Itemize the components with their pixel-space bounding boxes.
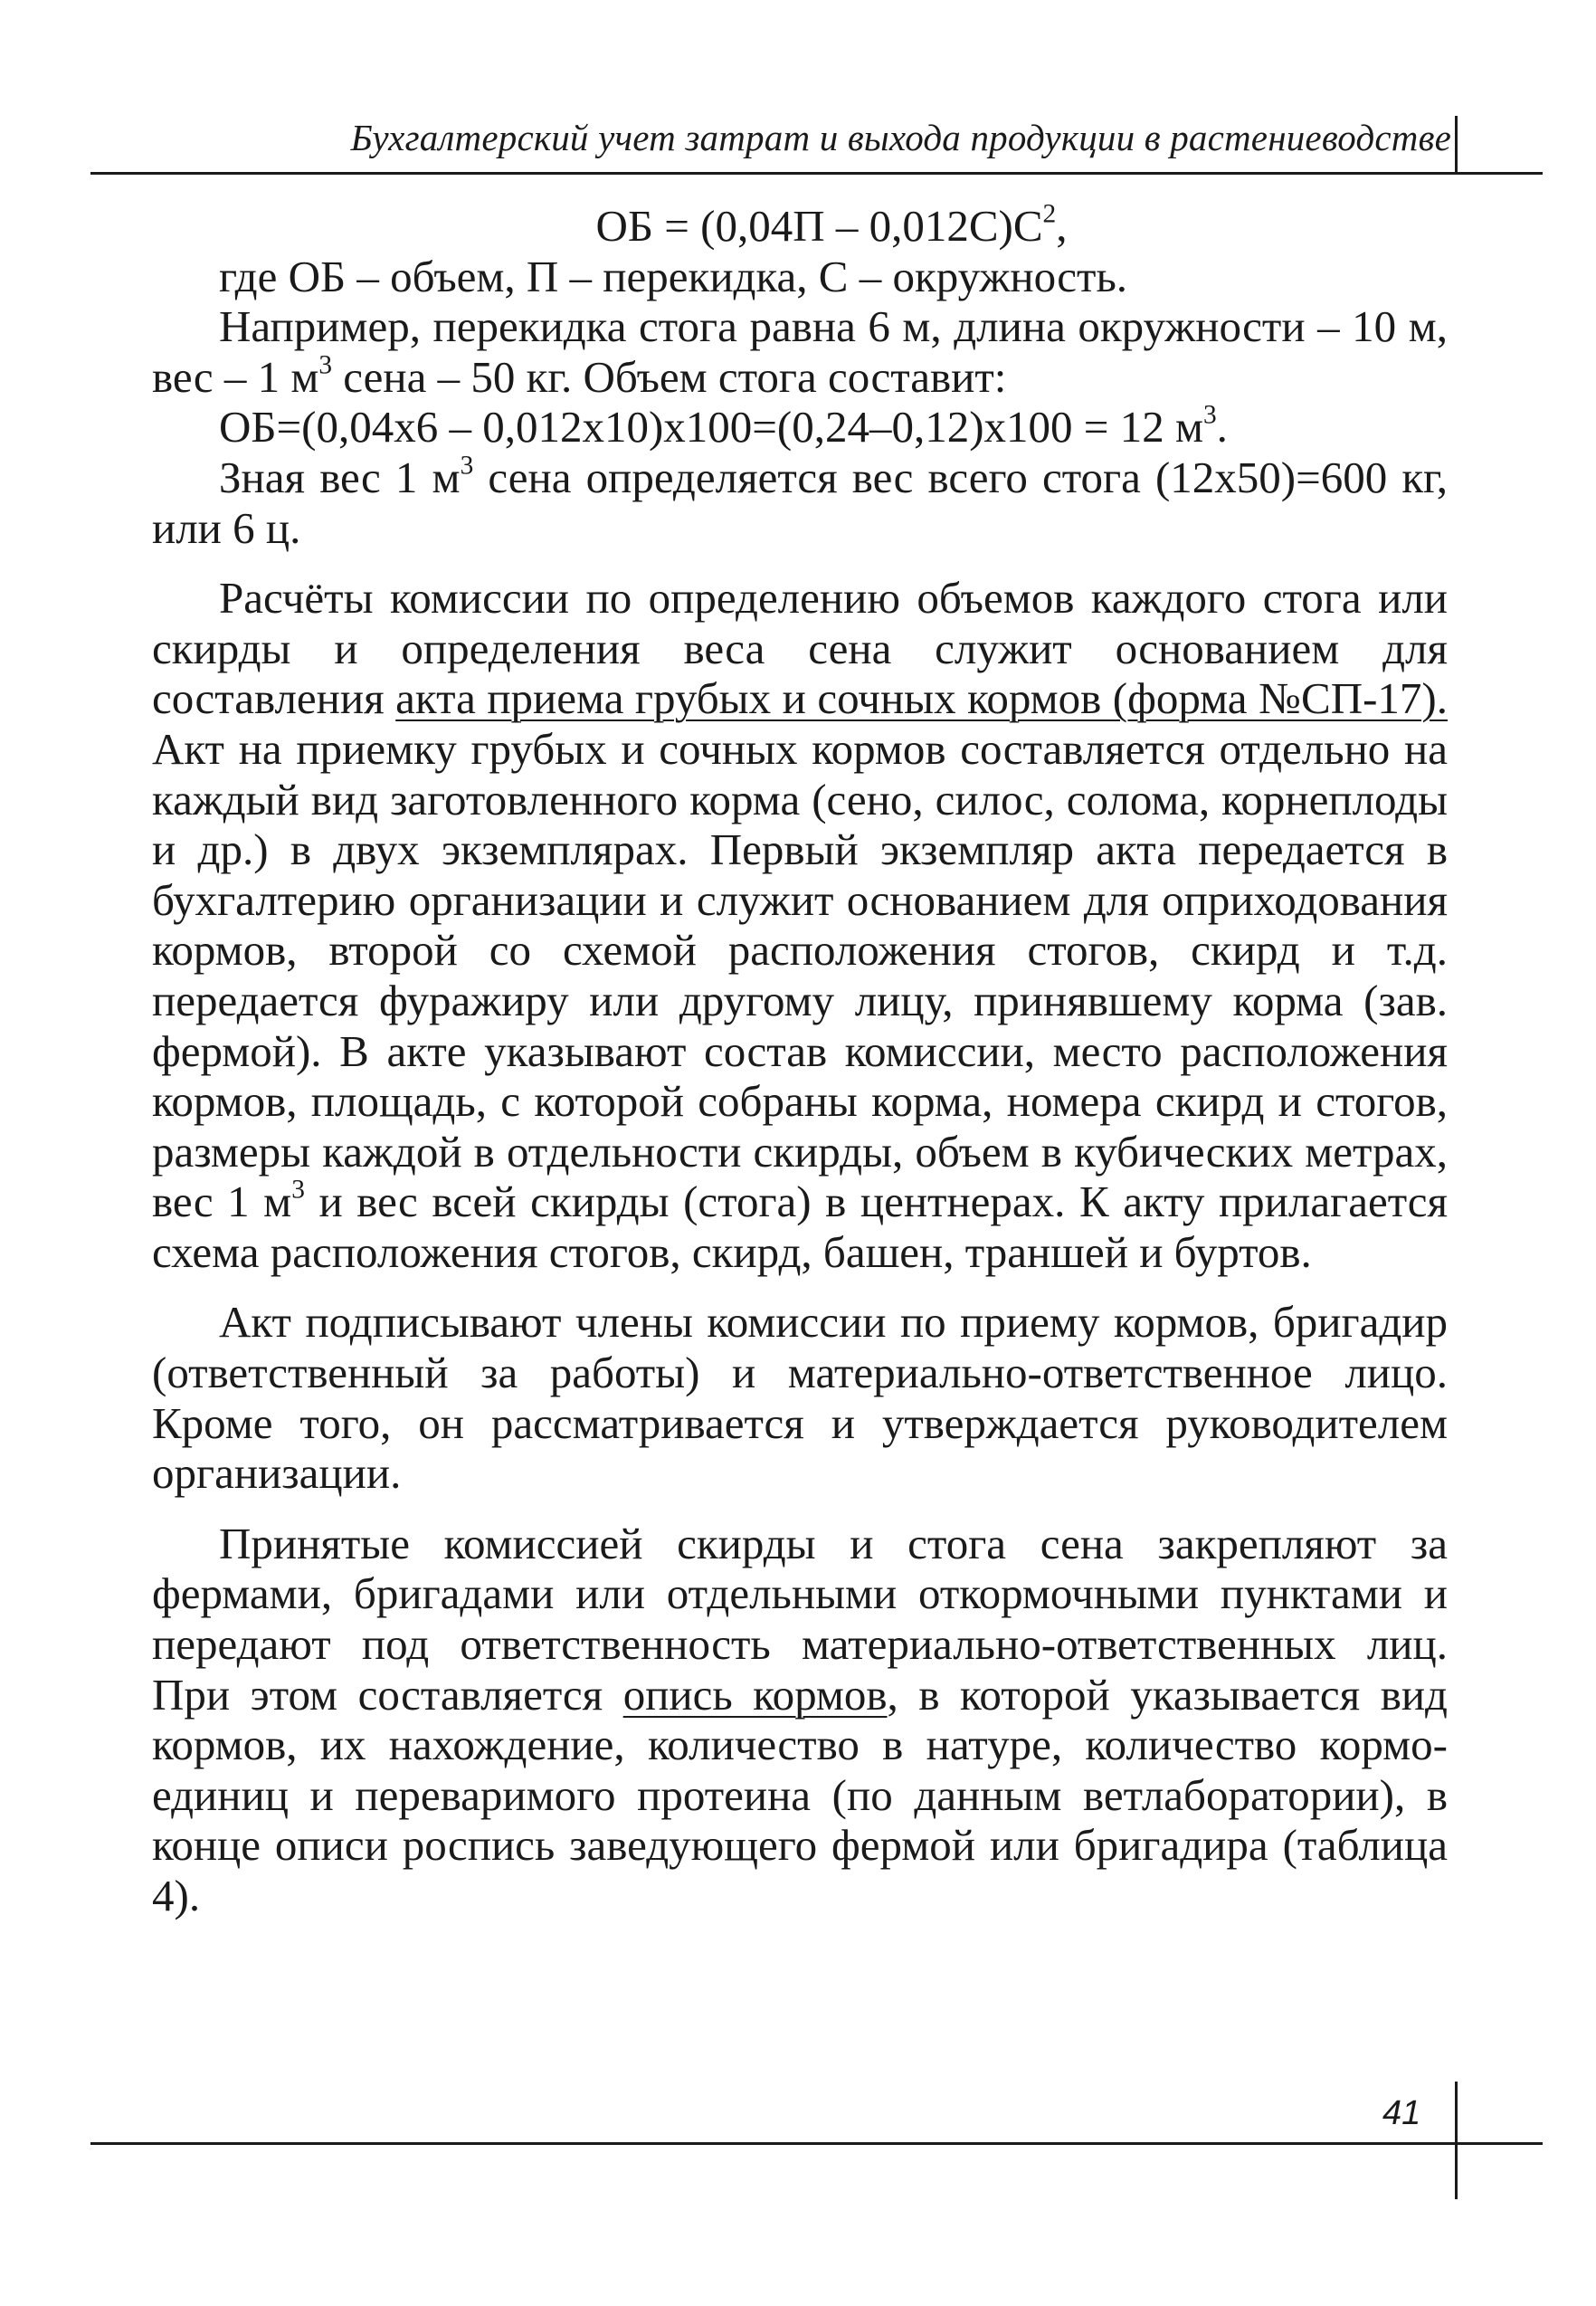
paragraph-text: Принятые комиссией скирды и стога сена закрепляют за фермами, бригадами или отдельными откормочными пунктами и передают под ответственность материально-ответственных лиц. При этом составляется xyxy=(152,1518,1448,1720)
footer-rule xyxy=(90,2142,1543,2145)
calculation-text: ОБ=(0,04х6 – 0,012х10)х100=(0,24–0,12)х100 = 12 м xyxy=(219,402,1203,453)
weight-text-b: сена определяется вес всего стога (12х50)=600 кг, или 6 ц. xyxy=(152,452,1448,553)
example-text-a: Например, перекидка стога равна 6 м, длина окружности – 10 м, вес – 1 м xyxy=(152,301,1448,402)
paragraph-text: Акт на приемку грубых и сочных кормов составляется отдельно на каждый вид заготовленного корма (сено, силос, солома, корнеплоды и др.) в двух экземплярах. Первый экземпляр акта передается в бухгалтерию организации и служит основанием для оприходования кормов, второй со схемой расположения стогов, скирд и т.д. передается фуражиру или другому лицу, принявшему корма (зав. фермой). В акте указывают состав комиссии, место расположения кормов, площадь, с которой собраны корма, номера скирд и стогов, размеры каждой в отдельности скирды, объем в кубических метрах, вес 1 м xyxy=(152,723,1448,1227)
paragraph-act-signing: Акт подписывают члены комиссии по приему кормов, бригадир (ответственный за работы) и материально-ответственное лицо. Кроме того, он рассматривается и утверждается руководителем организации. xyxy=(152,1297,1448,1499)
paragraph-feed-inventory xyxy=(152,1519,1448,1921)
calculation-exponent: 3 xyxy=(1202,400,1217,430)
example-text-b: сена – 50 кг. Объем стога составит: xyxy=(332,351,1007,402)
paragraph-text: , в которой указывается вид кормов, их нахождение, количество в натуре, количество кормо-единиц и переваримого протеина (по данным ветлаборатории), в конце описи роспись заведующего фермой или бригадира (таблица 4). xyxy=(152,1669,1448,1920)
formula-text: ОБ = (0,04П – 0,012С)С xyxy=(595,201,1043,251)
page-header xyxy=(0,0,1596,181)
header-rule xyxy=(90,172,1543,175)
formula-end: , xyxy=(1056,201,1068,251)
weight-paragraph xyxy=(152,453,1448,553)
paragraph-act-acceptance xyxy=(152,573,1448,1277)
form-sp17-link[interactable]: акта приема грубых и сочных кормов (форма №СП-17). xyxy=(395,673,1448,724)
calculation-line xyxy=(152,402,1448,453)
page-number: 41 xyxy=(1382,2094,1421,2132)
header-vertical-rule xyxy=(1455,116,1458,174)
calculation-end: . xyxy=(1216,402,1228,453)
example-paragraph xyxy=(152,301,1448,402)
volume-formula xyxy=(152,201,1448,252)
formula-exponent: 2 xyxy=(1042,199,1057,229)
feed-inventory-link[interactable]: опись кормов xyxy=(622,1669,888,1720)
cubic-exponent: 3 xyxy=(291,1175,305,1205)
running-title: Бухгалтерский учет затрат и выхода продукции в растениеводстве xyxy=(350,117,1451,158)
paragraph-text: и вес всей скирды (стога) в центнерах. К акту прилагается схема расположения стогов, скирд, башен, траншей и буртов. xyxy=(152,1177,1448,1277)
page-body xyxy=(152,201,1448,1921)
page-footer xyxy=(0,2082,1596,2306)
paragraph-text: Расчёты комиссии по определению объемов каждого стога или скирды и определения веса сена служит основанием для составления xyxy=(152,573,1448,724)
formula-legend: где ОБ – объем, П – перекидка, С – окружность. xyxy=(219,251,1128,301)
weight-text-a: Зная вес 1 м xyxy=(219,452,461,502)
footer-vertical-rule xyxy=(1455,2082,1458,2199)
example-exponent: 3 xyxy=(318,350,333,380)
weight-exponent: 3 xyxy=(460,451,474,481)
